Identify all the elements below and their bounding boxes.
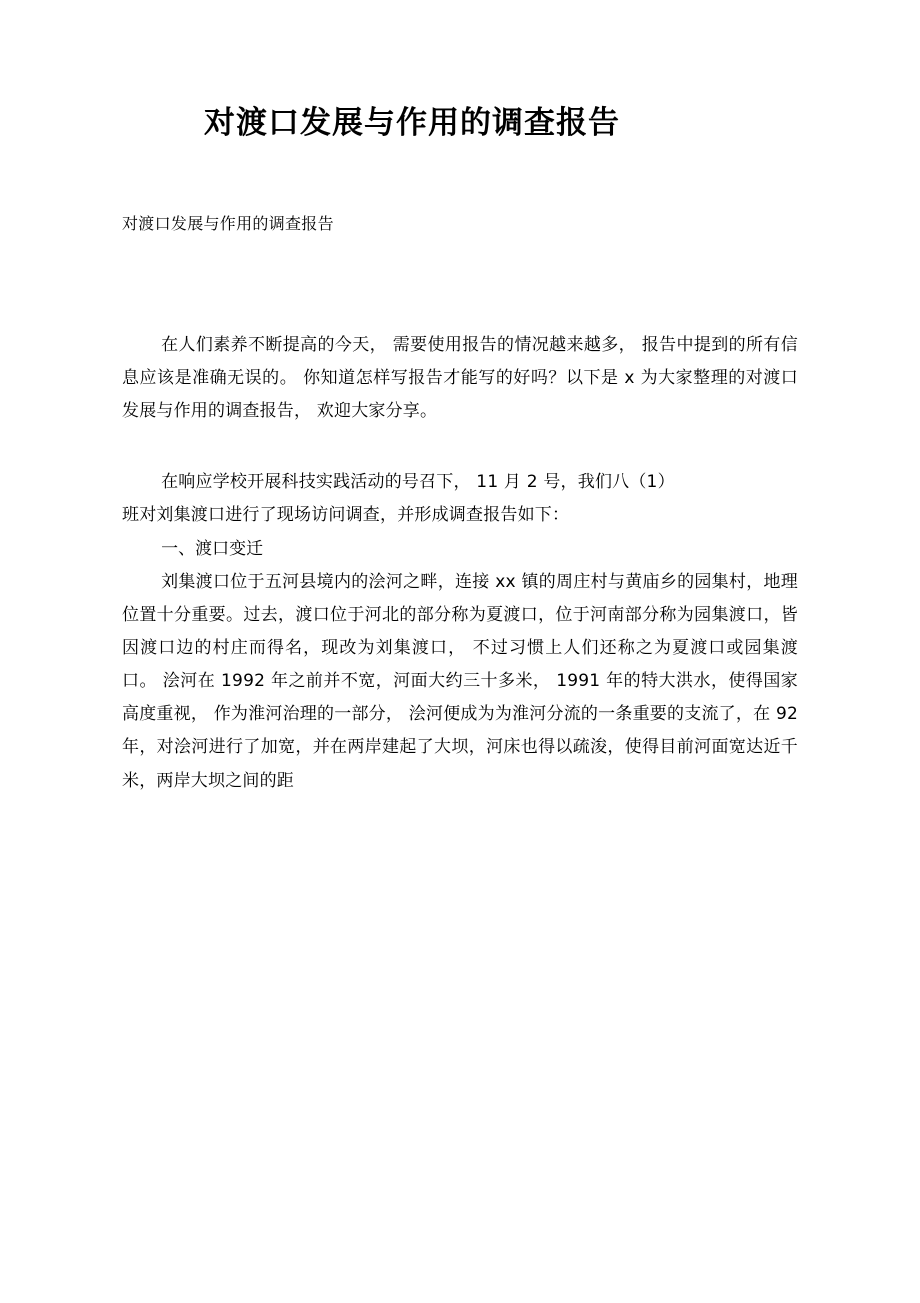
page-title: 对渡口发展与作用的调查报告: [204, 105, 620, 141]
paragraph-survey-intro: 班对刘集渡口进行了现场访问调查，并形成调查报告如下：: [122, 505, 570, 526]
document-subtitle: 对渡口发展与作用的调查报告: [122, 214, 334, 234]
document-body: [122, 0, 798, 798]
spacer-before-body: [122, 428, 798, 466]
paragraph-activity-date: 在响应学校开展科技实践活动的号召下， 11 月 2 号，我们八（1）: [161, 472, 675, 493]
paragraph-intro: 在人们素养不断提高的今天， 需要使用报告的情况越来越多， 报告中提到的所有信息应该是准确无误的。 你知道怎样写报告才能写的好吗？以下是 x 为大家整理的对渡口发展与作用的调查报告， 欢迎大家分享。: [122, 334, 798, 422]
paragraph-ferry-history: 刘集渡口位于五河县境内的浍河之畔，连接 xx 镇的周庄村与黄庙乡的园集村，地理位置十分重要。过去，渡口位于河北的部分称为夏渡口，位于河南部分称为园集渡口，皆因渡口边的村庄而得名，现改为刘集渡口， 不过习惯上人们还称之为夏渡口或园集渡口。 浍河在 1992 年之前并不宽，河面大约三十多米， 1991 年的特大洪水，使得国家高度重视， 作为淮河治理的一部分， 浍河便成为为淮河分流的一条重要的支流了，在 92 年，对浍河进行了加宽，并在两岸建起了大坝，河床也得以疏浚，使得目前河面宽达近千米，两岸大坝之间的距: [122, 571, 798, 791]
spacer-after-subtitle: [122, 237, 798, 329]
section-heading-one: 一、渡口变迁: [161, 538, 264, 559]
